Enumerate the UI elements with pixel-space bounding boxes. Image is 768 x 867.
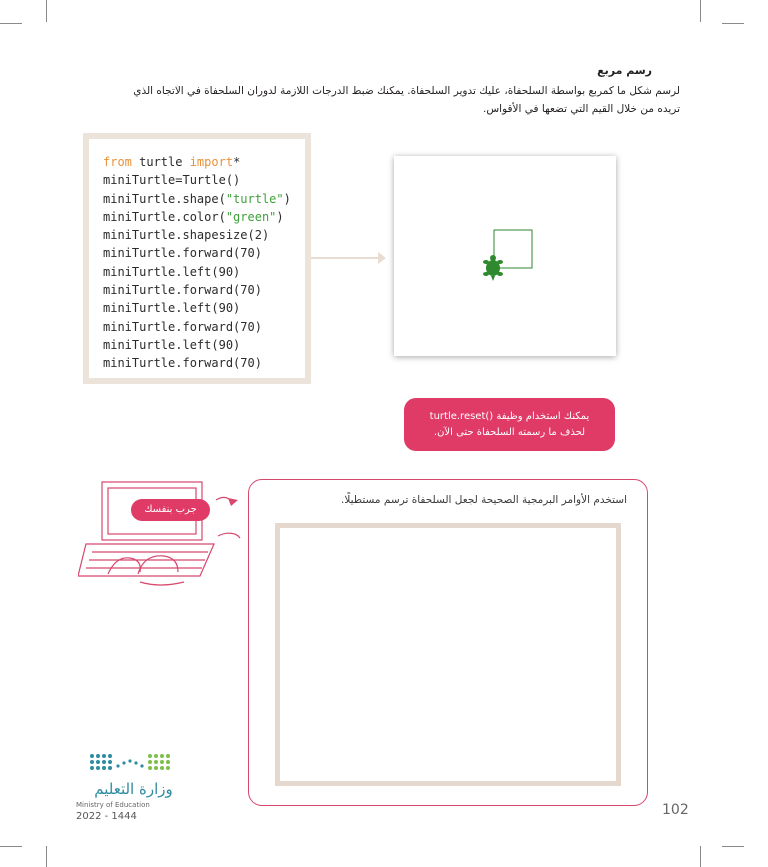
- code-block: [83, 133, 311, 384]
- crop-mark: [0, 846, 22, 847]
- code-text: miniTurtle.shape(: [103, 191, 226, 206]
- turtle-drawing: [394, 156, 616, 356]
- tip-callout: [404, 398, 615, 451]
- intro-line: لرسم شكل ما كمربع بواسطة السلحفاة، عليك تدوير السلحفاة. يمكنك ضبط الدرجات اللازمة لدوران السلحفاة في الاتجاه الذي: [133, 85, 680, 97]
- answer-area[interactable]: [275, 523, 621, 786]
- ministry-name-english: Ministry of Education: [76, 801, 150, 809]
- edition-year: 2022 - 1444: [76, 811, 137, 822]
- turtle-icon: [483, 255, 503, 281]
- code-text: miniTurtle.color(: [103, 209, 226, 224]
- exercise-panel: [248, 479, 648, 806]
- code-line: miniTurtle=Turtle(): [103, 173, 241, 188]
- code-line: miniTurtle.forward(70): [103, 246, 262, 261]
- code-text: ): [276, 209, 284, 224]
- code-keyword: import: [189, 155, 234, 169]
- crop-mark: [700, 846, 701, 867]
- code-line: [103, 190, 305, 208]
- code-line: miniTurtle.left(90): [103, 337, 241, 352]
- turtle-output-canvas: [394, 156, 616, 356]
- code-text: *: [233, 155, 241, 169]
- code-text: ): [283, 191, 291, 206]
- tip-line: يمكنك استخدام وظيفة ()turtle.reset: [429, 410, 590, 422]
- code-line: miniTurtle.forward(70): [103, 356, 262, 371]
- code-keyword: from: [103, 155, 132, 169]
- exercise-instruction: استخدم الأوامر البرمجية الصحيحة لجعل السلحفاة ترسم مستطيلًا.: [341, 494, 627, 506]
- arrow-right-icon: [378, 252, 386, 264]
- crop-mark: [46, 846, 47, 867]
- ministry-logo-icon: [88, 750, 172, 776]
- ministry-name-arabic: وزارة التعليم: [94, 780, 173, 798]
- code-line: miniTurtle.left(90): [103, 264, 241, 279]
- crop-mark: [722, 846, 744, 847]
- crop-mark: [0, 23, 22, 24]
- code-line: [103, 153, 305, 171]
- crop-mark: [722, 23, 744, 24]
- code-line: [103, 208, 305, 226]
- code-line: miniTurtle.left(90): [103, 301, 241, 316]
- intro-paragraph: [80, 82, 680, 118]
- code-line: miniTurtle.shapesize(2): [103, 228, 270, 243]
- code-text: turtle: [131, 155, 190, 169]
- code-string: "green": [225, 209, 277, 224]
- section-title: رسم مربع: [597, 64, 652, 77]
- page-number: 102: [662, 802, 689, 818]
- tip-line: لحذف ما رسمته السلحفاة حتى الآن.: [433, 426, 586, 438]
- crop-mark: [700, 0, 701, 22]
- code-string: "turtle": [225, 191, 284, 206]
- try-it-badge: جرب بنفسك: [131, 499, 210, 521]
- connector-line: [311, 257, 383, 259]
- code-line: miniTurtle.forward(70): [103, 319, 262, 334]
- crop-mark: [46, 0, 47, 22]
- intro-line: تريده من خلال القيم التي تضعها في الأقواس.: [483, 103, 680, 115]
- laptop-typing-illustration: [78, 478, 248, 593]
- code-line: miniTurtle.forward(70): [103, 283, 262, 298]
